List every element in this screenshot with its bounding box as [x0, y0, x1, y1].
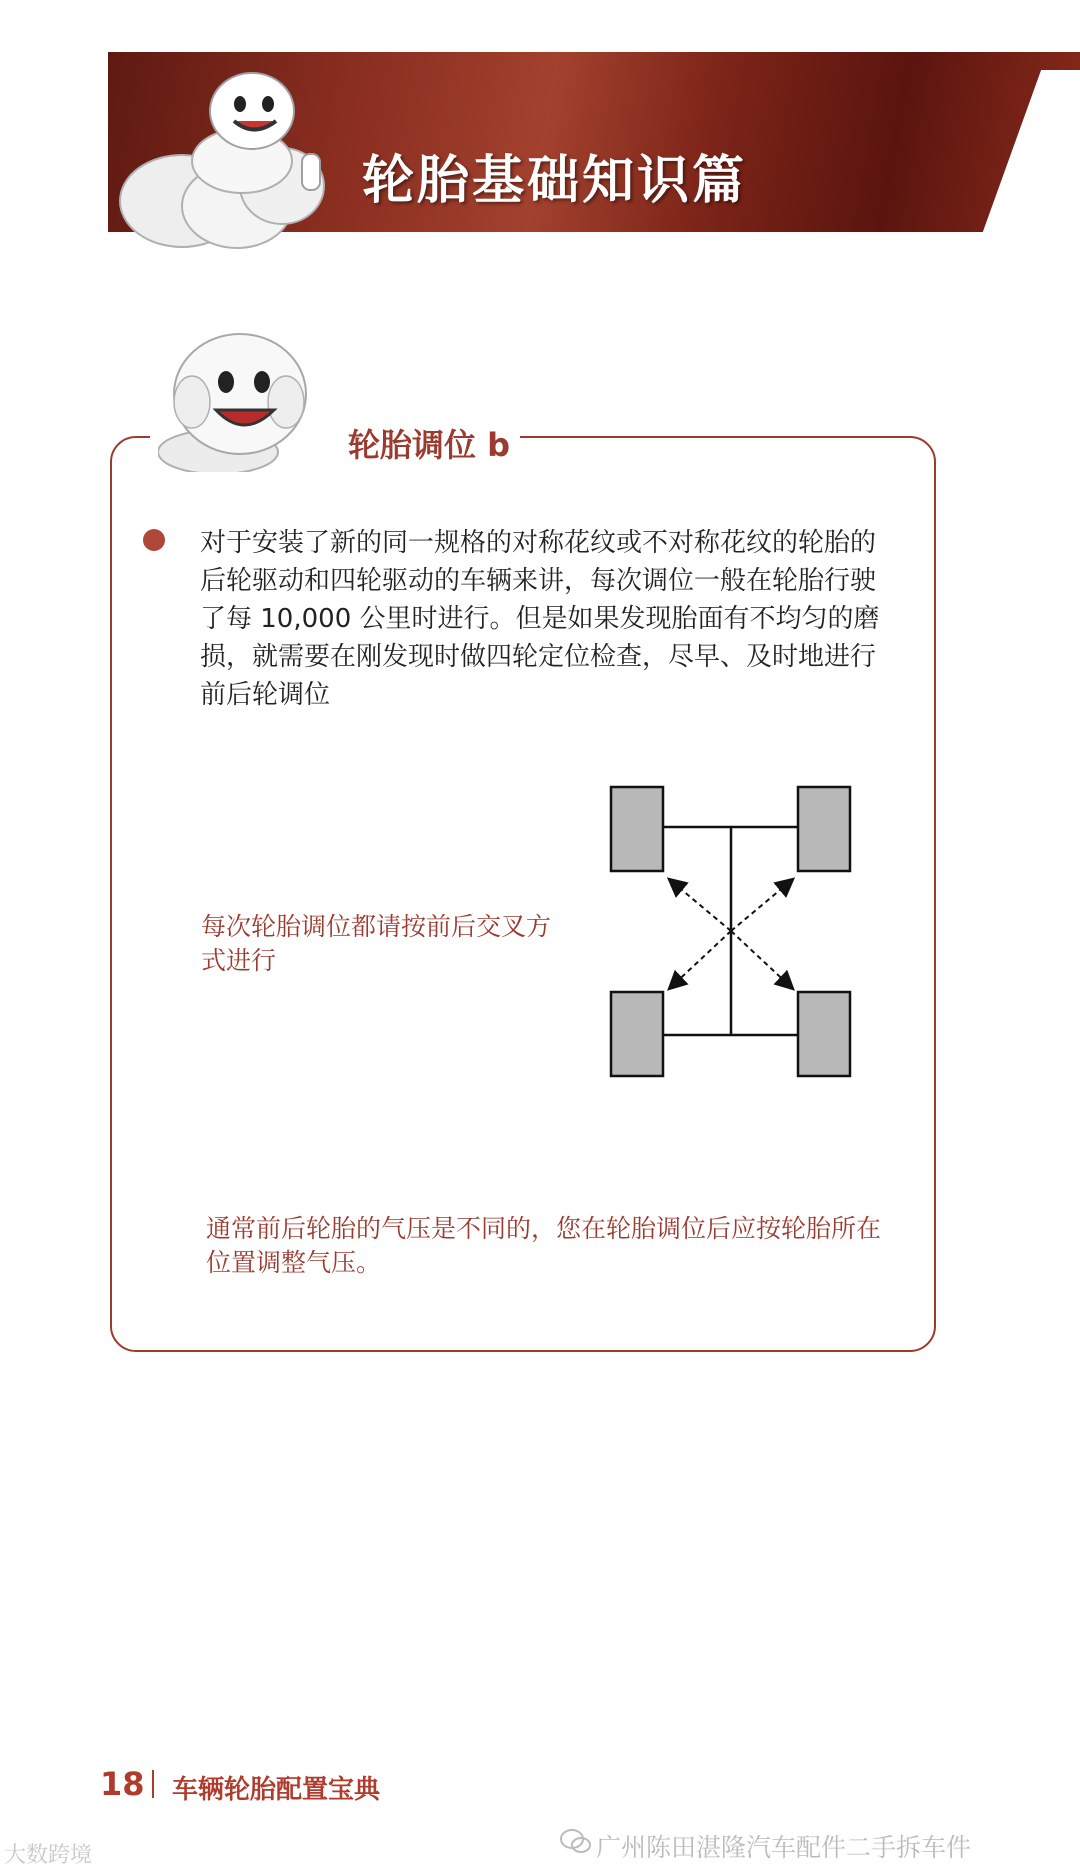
tire-front-left — [611, 787, 663, 871]
book-title: 车辆轮胎配置宝典 — [172, 1775, 381, 1805]
watermark-right: 广州陈田湛隆汽车配件二手拆车件 — [596, 1833, 972, 1862]
tire-rear-right — [798, 992, 850, 1076]
footer-divider — [152, 1770, 154, 1798]
tire-rear-left — [611, 992, 663, 1076]
cross-rotation-diagram-icon — [600, 775, 870, 1085]
pressure-note: 通常前后轮胎的气压是不同的，您在轮胎调位后应按轮胎所在位置调整气压。 — [206, 1214, 882, 1277]
wechat-icon — [560, 1828, 592, 1856]
section-title: 轮胎调位 b — [348, 426, 511, 464]
diagram-caption: 每次轮胎调位都请按前后交叉方式进行 — [201, 912, 552, 975]
page-number: 18 — [100, 1765, 145, 1803]
mascot-head-icon — [158, 332, 318, 472]
body-paragraph: 对于安装了新的同一规格的对称花纹或不对称花纹的轮胎的后轮驱动和四轮驱动的车辆来讲，每次调位一般在轮胎行驶了每 10,000 公里时进行。但是如果发现胎面有不均匀的磨损，就需要在刚发现时做四轮定位检查，尽早、及时地进行前后轮调位 — [200, 528, 880, 710]
tire-front-right — [798, 787, 850, 871]
mascot-thumbs-up-icon — [112, 66, 352, 256]
bullet-dot-icon — [143, 529, 165, 551]
page-title: 轮胎基础知识篇 — [362, 151, 748, 211]
watermark-left: 大数跨境 — [4, 1843, 93, 1868]
